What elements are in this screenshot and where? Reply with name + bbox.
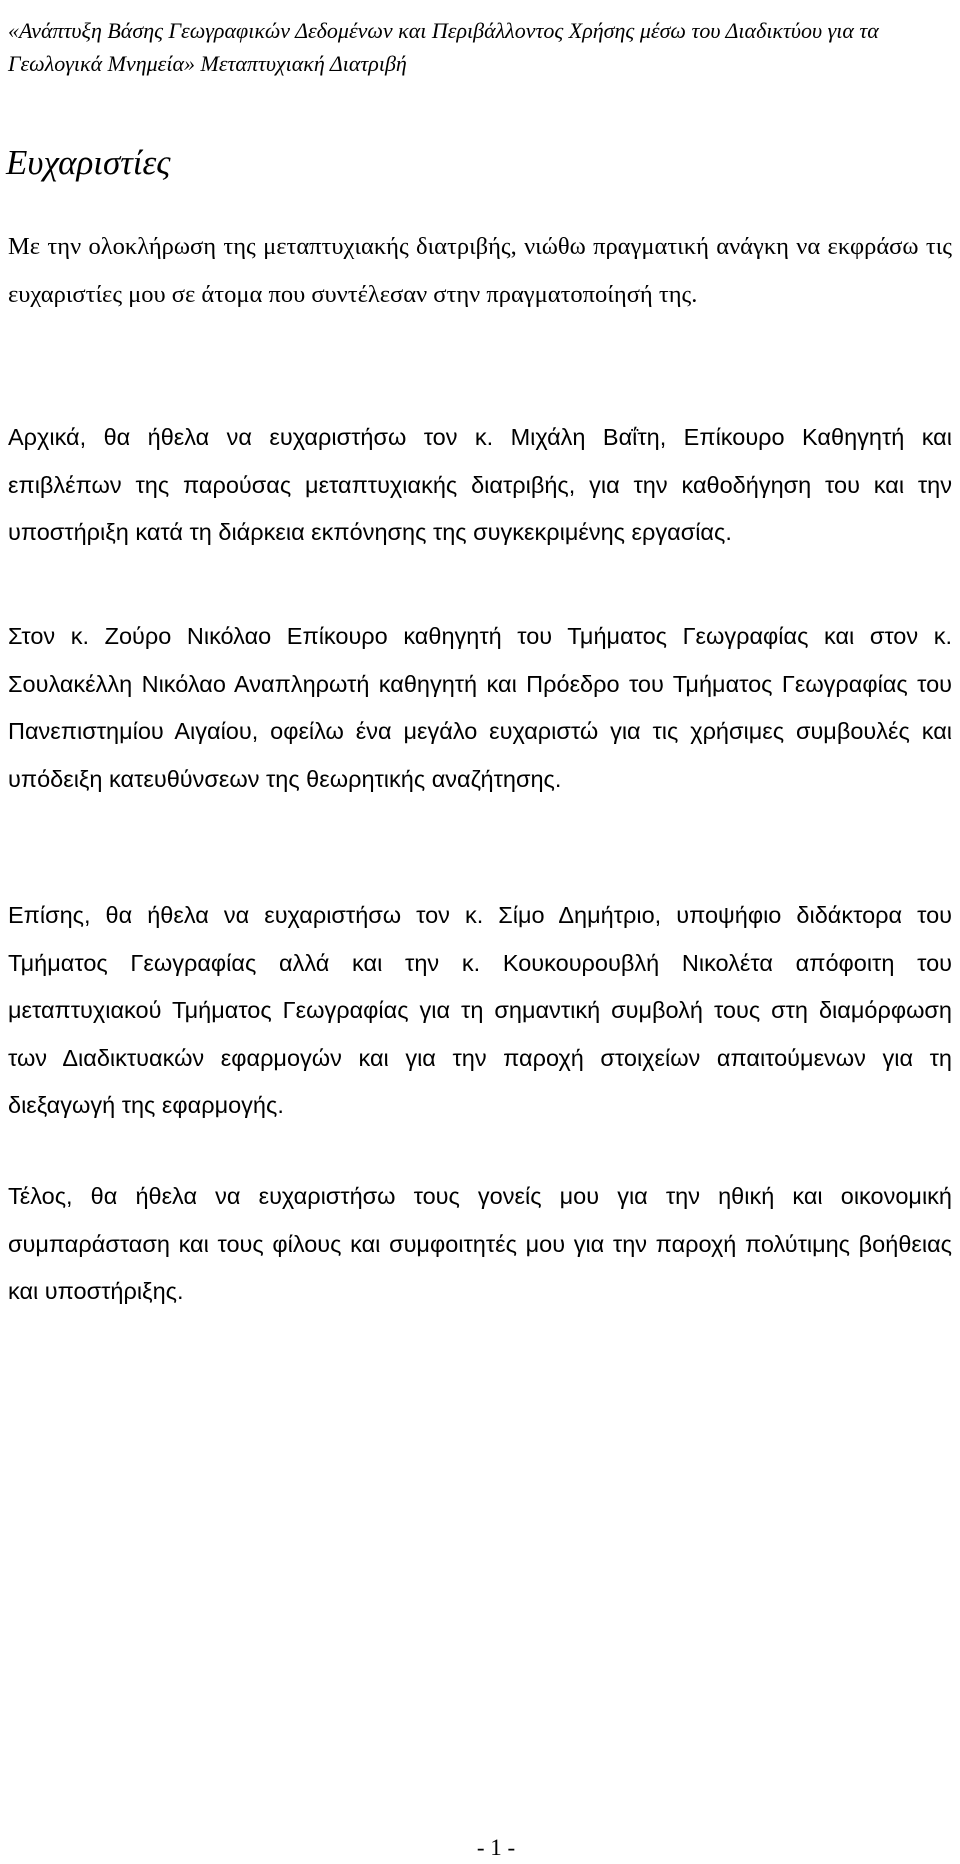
section-title: Ευχαριστίες — [6, 143, 171, 182]
paragraph-supervisor: Αρχικά, θα ήθελα να ευχαριστήσω τον κ. Μιχάλη Βαΐτη, Επίκουρο Καθηγητή και επιβλέπων της παρούσας μεταπτυχιακής διατριβής, για την καθοδήγηση του και την υποστήριξη κατά τη διάρκεια εκπόνησης της συγκεκριμένης εργασίας. — [8, 424, 952, 545]
paragraph-family: Τέλος, θα ήθελα να ευχαριστήσω τους γονείς μου για την ηθική και οικονομική συμπαράσταση και τους φίλους και συμφοιτητές μου για την παροχή πολύτιμης βοήθειας και υποστήριξης. — [8, 1183, 952, 1304]
paragraph-intro: Με την ολοκλήρωση της μεταπτυχιακής διατριβής, νιώθω πραγματική ανάγκη να εκφράσω τις ευχαριστίες μου σε άτομα που συντέλεσαν στην πραγματοποίησή της. — [8, 233, 952, 308]
running-header: «Ανάπτυξη Βάσης Γεωγραφικών Δεδομένων και Περιβάλλοντος Χρήσης μέσω του Διαδικτύου για τα Γεωλογικά Μνημεία» Μεταπτυχιακή Διατριβή — [8, 18, 879, 76]
page-number: - 1 - — [476, 1835, 516, 1860]
paragraph-professors: Στον κ. Ζούρο Νικόλαο Επίκουρο καθηγητή του Τμήματος Γεωγραφίας και στον κ. Σουλακέλλη Νικόλαο Αναπληρωτή καθηγητή και Πρόεδρο του Τμήματος Γεωγραφίας του Πανεπιστημίου Αιγαίου, οφείλω ένα μεγάλο ευχαριστώ για τις χρήσιμες συμβουλές και υπόδειξη κατευθύνσεων της θεωρητικής αναζήτησης. — [8, 623, 952, 792]
paragraph-colleagues: Επίσης, θα ήθελα να ευχαριστήσω τον κ. Σίμο Δημήτριο, υποψήφιο διδάκτορα του Τμήματος Γεωγραφίας αλλά και την κ. Κουκουρουβλή Νικολέτα απόφοιτη του μεταπτυχιακού Τμήματος Γεωγραφίας για τη σημαντική συμβολή τους στη διαμόρφωση των Διαδικτυακών εφαρμογών και για την παροχή στοιχείων απαιτούμενων για τη διεξαγωγή της εφαρμογής. — [8, 902, 952, 1118]
